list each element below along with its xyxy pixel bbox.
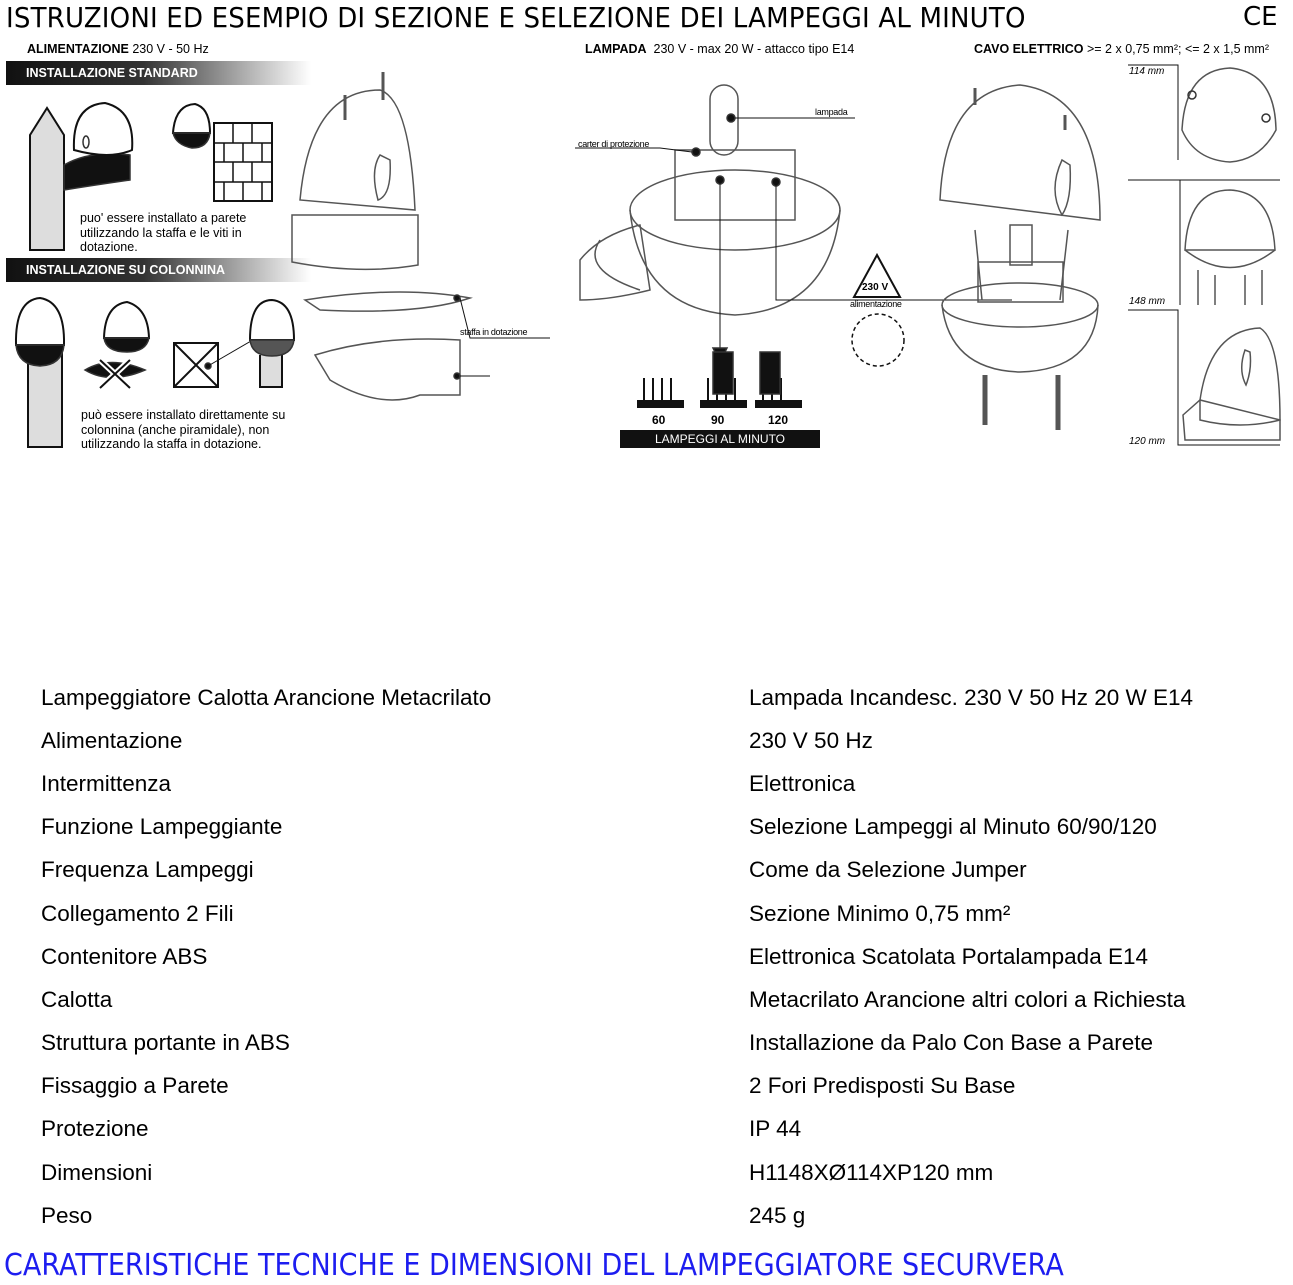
staffa-label: staffa in dotazione [460, 327, 528, 337]
installation-illustrations [0, 0, 1293, 460]
spec-value: Sezione Minimo 0,75 mm² [749, 900, 1011, 926]
label: ALIMENTAZIONE [27, 42, 129, 56]
spec-row [41, 762, 1281, 805]
alimentazione-label: alimentazione [850, 299, 902, 309]
dimension-height: 148 mm [1129, 296, 1166, 307]
install-colonnina-note: può essere installato direttamente su colonnina (anche piramidale), non utilizzando la staffa in dotazione. [81, 408, 286, 451]
spec-value: Elettronica [749, 770, 856, 796]
install-colonnina-band: INSTALLAZIONE SU COLONNINA [6, 258, 311, 282]
spec-row [41, 676, 1281, 719]
value: 230 V - 50 Hz [132, 42, 209, 56]
ce-mark: CE [1243, 2, 1278, 32]
spec-value: IP 44 [749, 1116, 802, 1142]
spec-label: Funzione Lampeggiante [41, 814, 283, 840]
spec-value: Come da Selezione Jumper [749, 857, 1027, 883]
spec-value: 245 g [749, 1202, 806, 1228]
warning-voltage: 230 V [862, 282, 889, 293]
spec-label: Intermittenza [41, 770, 172, 796]
spec-row [41, 892, 1281, 935]
spec-label: Contenitore ABS [41, 943, 208, 969]
spec-row [41, 1108, 1281, 1151]
spec-row [41, 978, 1281, 1021]
value: >= 2 x 0,75 mm²; <= 2 x 1,5 mm² [1086, 42, 1269, 56]
spec-value: 230 V 50 Hz [749, 727, 873, 753]
spec-value: Metacrilato Arancione altri colori a Richiesta [749, 986, 1186, 1012]
spec-label: Collegamento 2 Fili [41, 900, 234, 926]
label: LAMPADA [585, 42, 647, 56]
spec-row [41, 849, 1281, 892]
spec-row [41, 719, 1281, 762]
footer-title: CARATTERISTICHE TECNICHE E DIMENSIONI DEL LAMPEGGIATORE SECURVERA [4, 1248, 1064, 1283]
jumper-90: 90 [711, 413, 725, 427]
spec-row [41, 1194, 1281, 1237]
spec-value: H1148XØ114XP120 mm [749, 1159, 994, 1185]
spec-value: 2 Fori Predisposti Su Base [749, 1073, 1016, 1099]
jumper-120: 120 [768, 413, 789, 427]
spec-label: Dimensioni [41, 1159, 153, 1185]
label: CAVO ELETTRICO [974, 42, 1084, 56]
spec-value: Lampada Incandesc. 230 V 50 Hz 20 W E14 [749, 684, 1194, 710]
spec-label: Frequenza Lampeggi [41, 857, 254, 883]
dimension-diameter: 114 mm [1129, 66, 1165, 77]
specs-table [41, 676, 1281, 1237]
install-standard-note: puo' essere installato a parete utilizzando la staffa e le viti in dotazione. [80, 211, 247, 254]
spec-label: Peso [41, 1202, 93, 1228]
spec-row [41, 1151, 1281, 1194]
spec-row [41, 1022, 1281, 1065]
jumper-60: 60 [652, 413, 666, 427]
spec-row [41, 806, 1281, 849]
spec-row [41, 935, 1281, 978]
spec-value: Installazione da Palo Con Base a Parete [749, 1030, 1154, 1056]
spec-label: Protezione [41, 1116, 149, 1142]
spec-label: Struttura portante in ABS [41, 1030, 290, 1056]
lampada-label: lampada [815, 107, 848, 117]
install-standard-band: INSTALLAZIONE STANDARD [6, 61, 311, 85]
spec-label: Fissaggio a Parete [41, 1073, 229, 1099]
spec-row [41, 1065, 1281, 1108]
spec-label: Calotta [41, 986, 113, 1012]
dimension-depth: 120 mm [1129, 436, 1166, 447]
spec-value: Elettronica Scatolata Portalampada E14 [749, 943, 1148, 969]
page-title: ISTRUZIONI ED ESEMPIO DI SEZIONE E SELEZIONE DEI LAMPEGGI AL MINUTO [6, 1, 1026, 34]
carter-label: carter di protezione [578, 139, 650, 149]
jumper-caption: LAMPEGGI AL MINUTO [654, 432, 786, 446]
spec-label: Alimentazione [41, 727, 183, 753]
value: 230 V - max 20 W - attacco tipo E14 [653, 42, 855, 56]
spec-label: Lampeggiatore Calotta Arancione Metacrilato [41, 684, 492, 710]
spec-value: Selezione Lampeggi al Minuto 60/90/120 [749, 814, 1157, 840]
